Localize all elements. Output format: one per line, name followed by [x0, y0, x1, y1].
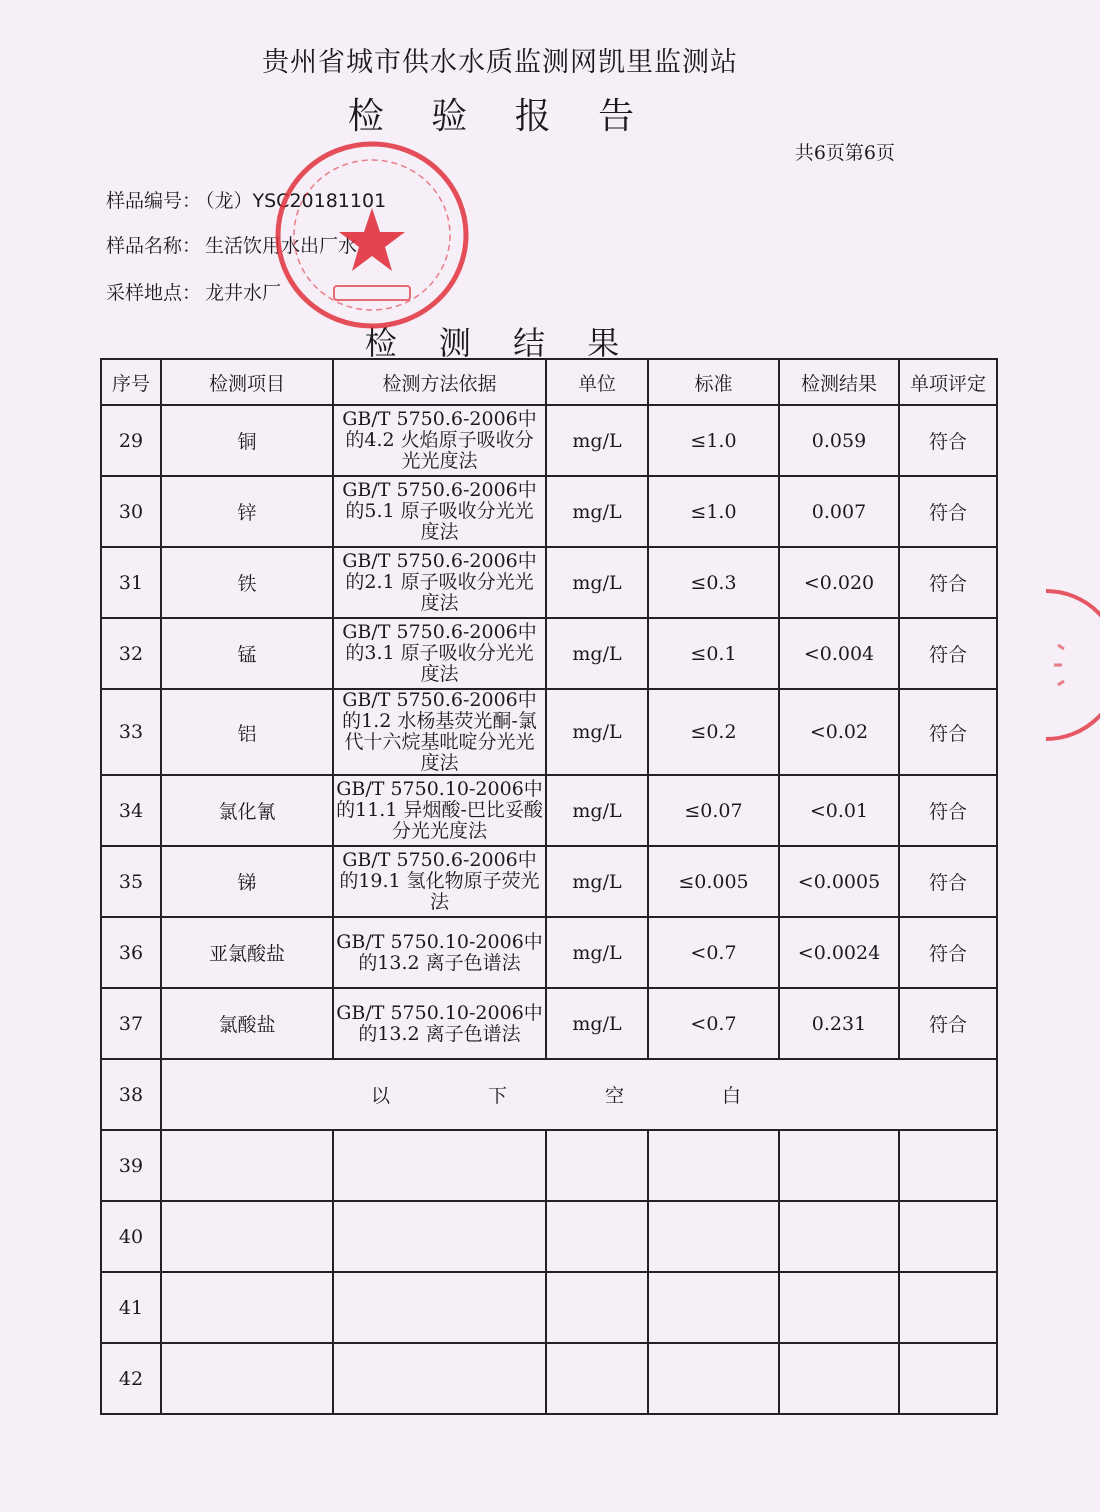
row-evaluation: 符合	[899, 547, 997, 618]
row-no: 38	[101, 1059, 161, 1130]
page-count: 共6页第6页	[794, 142, 895, 164]
row-result: <0.0024	[779, 917, 899, 988]
empty-cell	[546, 1130, 648, 1201]
row-evaluation: 符合	[899, 405, 997, 476]
row-standard: ≤0.005	[648, 846, 779, 917]
row-item: 锌	[161, 476, 333, 547]
results-title: 检 测 结 果	[364, 324, 636, 362]
empty-cell	[648, 1272, 779, 1343]
empty-cell	[161, 1272, 333, 1343]
row-item: 氯酸盐	[161, 988, 333, 1059]
row-no: 36	[101, 917, 161, 988]
sample-name-label: 样品名称：	[106, 235, 202, 257]
empty-cell	[333, 1130, 546, 1201]
col-header-unit: 单位	[546, 359, 648, 405]
row-result: 0.231	[779, 988, 899, 1059]
row-unit: mg/L	[546, 476, 648, 547]
row-evaluation: 符合	[899, 689, 997, 775]
row-unit: mg/L	[546, 547, 648, 618]
row-standard: ≤0.2	[648, 689, 779, 775]
empty-cell	[899, 1201, 997, 1272]
seam-seal-icon	[1040, 585, 1100, 745]
sampling-site-value: 龙井水厂	[205, 282, 282, 304]
row-evaluation: 符合	[899, 846, 997, 917]
table-row	[101, 547, 997, 618]
blank-note: 以 下 空 白	[161, 1059, 997, 1130]
row-result: <0.0005	[779, 846, 899, 917]
row-method: GB/T 5750.10-2006中的11.1 异烟酸-巴比妥酸分光光度法	[333, 775, 546, 846]
empty-cell	[779, 1343, 899, 1414]
empty-cell	[546, 1201, 648, 1272]
row-method: GB/T 5750.6-2006中的2.1 原子吸收分光光度法	[333, 547, 546, 618]
empty-cell	[779, 1272, 899, 1343]
row-evaluation: 符合	[899, 775, 997, 846]
row-result: 0.059	[779, 405, 899, 476]
row-no: 35	[101, 846, 161, 917]
official-seal-icon	[274, 140, 470, 330]
row-item: 锰	[161, 618, 333, 689]
row-method: GB/T 5750.6-2006中的3.1 原子吸收分光光度法	[333, 618, 546, 689]
results-table	[100, 358, 998, 1415]
col-header-evaluation: 单项评定	[899, 359, 997, 405]
table-row	[101, 988, 997, 1059]
row-no: 32	[101, 618, 161, 689]
empty-cell	[648, 1130, 779, 1201]
row-standard: <0.7	[648, 988, 779, 1059]
blank-note-row	[101, 1059, 997, 1130]
row-no: 42	[101, 1343, 161, 1414]
row-evaluation: 符合	[899, 618, 997, 689]
table-row	[101, 476, 997, 547]
row-unit: mg/L	[546, 917, 648, 988]
row-unit: mg/L	[546, 775, 648, 846]
table-row	[101, 689, 997, 775]
row-item: 氯化氰	[161, 775, 333, 846]
empty-cell	[779, 1130, 899, 1201]
row-item: 锑	[161, 846, 333, 917]
empty-cell	[333, 1343, 546, 1414]
row-result: <0.01	[779, 775, 899, 846]
empty-row	[101, 1343, 997, 1414]
empty-cell	[161, 1201, 333, 1272]
row-standard: ≤1.0	[648, 405, 779, 476]
empty-cell	[546, 1272, 648, 1343]
empty-cell	[899, 1343, 997, 1414]
table-row	[101, 846, 997, 917]
empty-cell	[333, 1272, 546, 1343]
row-method: GB/T 5750.6-2006中的1.2 水杨基荧光酮-氯代十六烷基吡啶分光光度法	[333, 689, 546, 775]
row-evaluation: 符合	[899, 917, 997, 988]
row-no: 29	[101, 405, 161, 476]
row-method: GB/T 5750.10-2006中的13.2 离子色谱法	[333, 988, 546, 1059]
col-header-standard: 标准	[648, 359, 779, 405]
row-item: 铜	[161, 405, 333, 476]
empty-cell	[161, 1130, 333, 1201]
row-no: 30	[101, 476, 161, 547]
table-row	[101, 917, 997, 988]
col-header-method: 检测方法依据	[333, 359, 546, 405]
row-evaluation: 符合	[899, 476, 997, 547]
row-standard: <0.7	[648, 917, 779, 988]
row-no: 34	[101, 775, 161, 846]
empty-cell	[648, 1343, 779, 1414]
empty-cell	[333, 1201, 546, 1272]
row-method: GB/T 5750.6-2006中的19.1 氢化物原子荧光法	[333, 846, 546, 917]
table-row	[101, 618, 997, 689]
row-result: 0.007	[779, 476, 899, 547]
row-unit: mg/L	[546, 988, 648, 1059]
row-result: <0.020	[779, 547, 899, 618]
sampling-site-line	[106, 278, 281, 305]
table-row	[101, 405, 997, 476]
row-item: 亚氯酸盐	[161, 917, 333, 988]
row-no: 40	[101, 1201, 161, 1272]
col-header-no: 序号	[101, 359, 161, 405]
sampling-site-label: 采样地点：	[106, 282, 202, 304]
row-method: GB/T 5750.6-2006中的4.2 火焰原子吸收分光光度法	[333, 405, 546, 476]
row-standard: ≤0.1	[648, 618, 779, 689]
empty-cell	[899, 1130, 997, 1201]
empty-row	[101, 1130, 997, 1201]
sample-id-label: 样品编号：	[106, 190, 202, 212]
empty-cell	[546, 1343, 648, 1414]
row-standard: ≤1.0	[648, 476, 779, 547]
row-unit: mg/L	[546, 846, 648, 917]
row-no: 41	[101, 1272, 161, 1343]
empty-cell	[779, 1201, 899, 1272]
empty-cell	[648, 1201, 779, 1272]
col-header-item: 检测项目	[161, 359, 333, 405]
row-no: 31	[101, 547, 161, 618]
empty-row	[101, 1201, 997, 1272]
table-header-row	[101, 359, 997, 405]
table-row	[101, 775, 997, 846]
row-standard: ≤0.3	[648, 547, 779, 618]
sample-id-value: （龙）YSC20181101	[205, 190, 387, 212]
sample-name-value: 生活饮用水出厂水	[205, 235, 358, 257]
row-item: 铁	[161, 547, 333, 618]
col-header-result: 检测结果	[779, 359, 899, 405]
row-unit: mg/L	[546, 618, 648, 689]
row-result: <0.004	[779, 618, 899, 689]
row-unit: mg/L	[546, 689, 648, 775]
organization-title: 贵州省城市供水水质监测网凯里监测站	[262, 47, 738, 78]
row-unit: mg/L	[546, 405, 648, 476]
empty-cell	[899, 1272, 997, 1343]
row-method: GB/T 5750.10-2006中的13.2 离子色谱法	[333, 917, 546, 988]
row-no: 39	[101, 1130, 161, 1201]
row-result: <0.02	[779, 689, 899, 775]
report-title: 检 验 报 告	[347, 96, 653, 137]
row-standard: ≤0.07	[648, 775, 779, 846]
row-no: 37	[101, 988, 161, 1059]
empty-cell	[161, 1343, 333, 1414]
row-evaluation: 符合	[899, 988, 997, 1059]
row-item: 铝	[161, 689, 333, 775]
row-method: GB/T 5750.6-2006中的5.1 原子吸收分光光度法	[333, 476, 546, 547]
empty-row	[101, 1272, 997, 1343]
row-no: 33	[101, 689, 161, 775]
